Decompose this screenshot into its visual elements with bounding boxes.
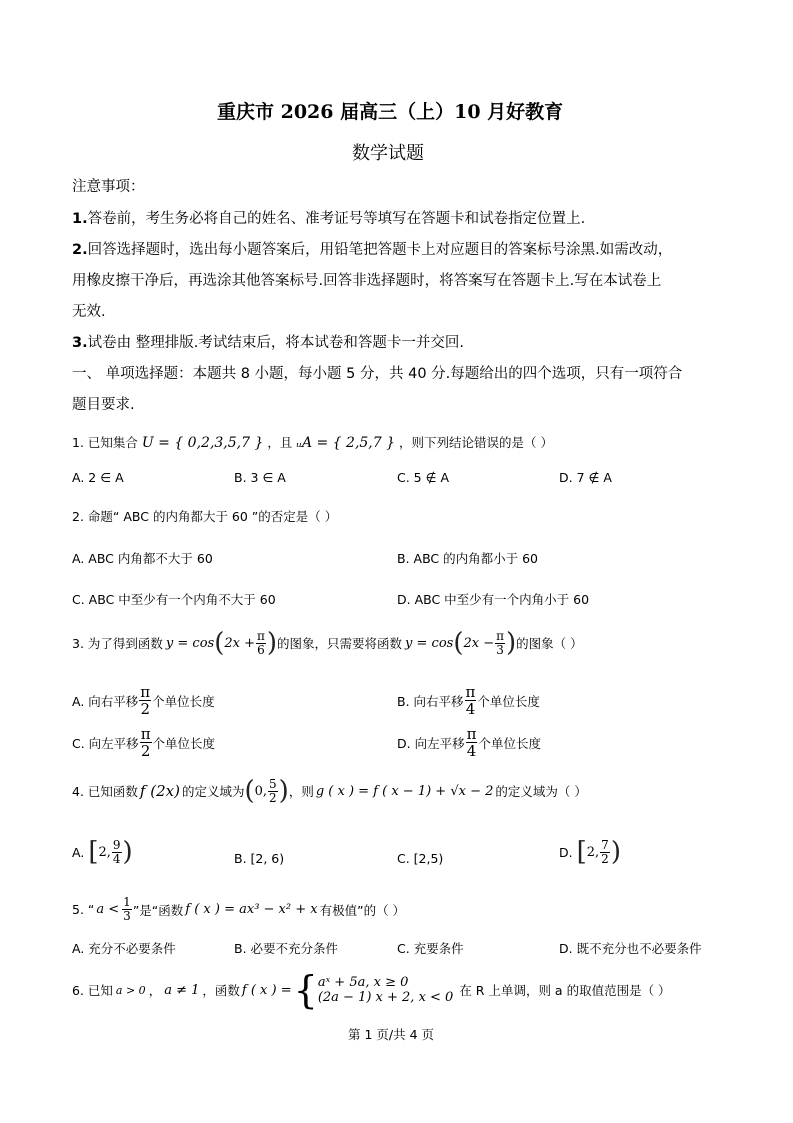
q5-cond-num: 1 — [123, 895, 131, 909]
q4-dom-num: 5 — [269, 776, 277, 791]
q3-func1-lparen: ( — [214, 628, 225, 658]
q6-func: f ( x ) = — [241, 982, 292, 998]
q3-func1-name: y = cos — [165, 635, 215, 651]
question-4-stem — [72, 776, 587, 806]
q5-cond: a < — [96, 902, 120, 917]
q3-c-pre: C. 向左平移 — [72, 735, 139, 751]
notice-item-1 — [72, 209, 585, 229]
q4-post: 的定义域为（ ） — [495, 784, 587, 799]
q3-func1-num: π — [256, 628, 265, 643]
q3-b-num: π — [465, 683, 476, 701]
q1-set-a: ᵤA = { 2,5,7 } — [296, 435, 396, 451]
q4-d-lbracket: [ — [576, 837, 587, 867]
notice-heading: 注意事项： — [72, 179, 145, 195]
q6-pre: 6. 已知 — [72, 983, 113, 998]
q5-option-d[interactable]: D. 既不充分也不必要条件 — [559, 941, 702, 956]
question-2-stem: 2. 命题“ ABC 的内角都大于 60 ”的否定是（ ） — [72, 509, 338, 524]
q4-dom-left: 0, — [254, 783, 268, 799]
q4-pre: 4. 已知函数 — [72, 784, 138, 799]
question-6-stem — [72, 968, 671, 1012]
q3-a-frac — [139, 684, 151, 717]
q3-func2-den: 3 — [496, 642, 504, 657]
page-footer: 第 1 页/共 4 页 — [348, 1027, 435, 1042]
q4-a-left: 2, — [98, 844, 111, 860]
q1-option-d[interactable]: D. 7 ∉ A — [559, 470, 612, 485]
q3-func2-rparen: ) — [506, 628, 517, 658]
notice-item-3-text: 试卷由 整理排版.考试结束后，将本试卷和答题卡一并交回. — [87, 335, 464, 351]
q6-case2: (2a − 1) x + 2, x < 0 — [317, 990, 454, 1005]
notice-item-3 — [72, 333, 464, 353]
q6-brace: { — [293, 968, 318, 1012]
question-1-stem — [72, 433, 553, 451]
q1-post: ，则下列结论错误的是（ ） — [399, 435, 553, 450]
q5-func: f ( x ) = ax³ − x² + x — [185, 902, 318, 917]
q4-a-den: 4 — [112, 851, 121, 866]
notice-item-2-text: 回答选择题时，选出每小题答案后，用铅笔把答题卡上对应题目的答案标号涂黑.如需改动， — [87, 242, 673, 258]
q3-c-frac — [140, 726, 152, 759]
q3-func2-frac — [495, 630, 505, 657]
q3-mid: 的图象，只需要将函数 — [277, 636, 403, 651]
q4-dom-lparen: ( — [244, 776, 255, 806]
q4-d-den: 2 — [601, 851, 609, 866]
q3-option-a[interactable] — [72, 684, 215, 717]
q3-b-den: 4 — [465, 700, 476, 718]
q3-d-num: π — [466, 725, 477, 743]
q3-post: 的图象（ ） — [516, 636, 583, 651]
notice-item-2-num: 2. — [72, 242, 88, 258]
q4-d-num: 7 — [601, 837, 609, 852]
q4-option-a[interactable] — [72, 837, 133, 867]
q3-func1-den: 6 — [257, 642, 265, 657]
notice-item-2-line1 — [72, 240, 672, 260]
q4-a-label: A. — [72, 844, 85, 860]
q3-option-c[interactable] — [72, 726, 215, 759]
q2-option-b[interactable]: B. ABC 的内角都小于 60 — [397, 551, 539, 566]
notice-item-1-text: 答卷前，考生务必将自己的姓名、准考证号等填写在答题卡和试卷指定位置上. — [87, 211, 586, 227]
q3-func2-arg: 2x − — [463, 635, 495, 651]
notice-item-1-num: 1. — [72, 211, 88, 227]
q3-func1-rparen: ) — [266, 628, 278, 658]
q4-mid2: ，则 — [288, 784, 314, 799]
q6-cond2: a ≠ 1 — [164, 982, 200, 998]
q4-d-left: 2, — [586, 844, 600, 860]
q5-option-a[interactable]: A. 充分不必要条件 — [72, 941, 176, 956]
q3-d-frac — [466, 726, 478, 759]
section-1-heading-line2: 题目要求. — [72, 397, 135, 413]
q3-func2-num: π — [496, 628, 505, 643]
q6-case1: aˣ + 5a, x ≥ 0 — [317, 975, 409, 990]
q4-d-rparen: ) — [610, 837, 621, 867]
q3-func2-name: y = cos — [405, 635, 454, 651]
q3-b-post: 个单位长度 — [477, 693, 540, 709]
q3-d-den: 4 — [466, 742, 477, 760]
q5-cond-frac — [122, 896, 132, 923]
q1-mid: ，且 — [267, 435, 293, 450]
q5-cond-den: 3 — [123, 909, 131, 923]
q1-option-c[interactable]: C. 5 ∉ A — [397, 470, 450, 485]
q6-post: 在 R 上单调，则 a 的取值范围是（ ） — [459, 983, 671, 998]
q5-option-b[interactable]: B. 必要不充分条件 — [234, 941, 339, 956]
q2-option-d[interactable]: D. ABC 中至少有一个内角小于 60 — [397, 592, 590, 607]
q3-a-num: π — [140, 683, 151, 701]
q5-pre: 5. “ — [72, 902, 95, 917]
q1-pre: 1. 已知集合 — [72, 435, 138, 450]
q4-option-d[interactable] — [559, 837, 621, 867]
q1-option-b[interactable]: B. 3 ∈ A — [234, 470, 286, 485]
q4-d-frac — [600, 839, 610, 866]
q4-option-b[interactable]: B. [2, 6) — [234, 851, 285, 866]
q3-d-pre: D. 向左平移 — [397, 735, 465, 751]
q1-option-a[interactable]: A. 2 ∈ A — [72, 470, 124, 485]
q4-dom-frac — [268, 778, 278, 805]
q5-mid: ”是“函数 — [132, 902, 184, 918]
q6-mid: ，函数 — [202, 983, 240, 998]
q3-func2-lparen: ( — [453, 628, 464, 658]
q3-c-post: 个单位长度 — [152, 735, 216, 751]
q6-cases — [318, 975, 454, 1005]
q2-option-a[interactable]: A. ABC 内角都不大于 60 — [72, 551, 213, 566]
question-5-stem — [72, 896, 405, 923]
q3-a-pre: A. 向右平移 — [72, 693, 139, 709]
q4-a-num: 9 — [112, 837, 121, 852]
q6-sep: ， — [148, 983, 162, 998]
question-3-stem — [72, 628, 583, 658]
q3-d-post: 个单位长度 — [478, 735, 541, 751]
notice-item-3-num: 3. — [72, 335, 88, 351]
q3-c-num: π — [140, 725, 151, 743]
q3-c-den: 2 — [140, 742, 151, 760]
q4-a-rparen: ) — [122, 837, 133, 867]
q2-option-c[interactable]: C. ABC 中至少有一个内角不大于 60 — [72, 592, 276, 607]
q4-option-c[interactable]: C. [2,5) — [397, 851, 444, 866]
q3-b-pre: B. 向右平移 — [397, 693, 464, 709]
q4-d-label: D. — [559, 844, 573, 860]
q4-a-frac — [112, 839, 122, 866]
notice-item-2-line2: 用橡皮擦干净后，再选涂其他答案标号.回答非选择题时，将答案写在答题卡上.写在本试卷上 — [72, 273, 662, 289]
q5-option-c[interactable]: C. 充要条件 — [397, 941, 464, 956]
q4-func-g: g ( x ) = f ( x − 1) + √x − 2 — [315, 783, 494, 799]
q3-option-b[interactable] — [397, 684, 540, 717]
q4-func-f: f (2x) — [139, 782, 180, 800]
q5-post: 有极值”的（ ） — [319, 902, 406, 918]
page-title: 重庆市 2026 届高三（上）10 月好教育 — [217, 101, 564, 123]
section-1-heading-line1: 一、 单项选择题：本题共 8 小题，每小题 5 分，共 40 分.每题给出的四个选项，只有一项符合 — [72, 366, 683, 382]
q3-a-post: 个单位长度 — [152, 693, 215, 709]
q3-b-frac — [465, 684, 477, 717]
q3-func1-arg: 2x + — [224, 635, 255, 651]
page-subtitle: 数学试题 — [352, 143, 424, 164]
q3-func1-frac — [256, 630, 266, 657]
notice-item-2-line3: 无效. — [72, 304, 106, 320]
q6-cond1: a > 0 — [115, 983, 146, 997]
q4-a-lbracket: [ — [88, 837, 99, 867]
q3-pre: 3. 为了得到函数 — [72, 636, 163, 651]
q1-set-u: U = { 0,2,3,5,7 } — [141, 435, 264, 451]
q4-mid1: 的定义域为 — [181, 784, 245, 799]
q3-a-den: 2 — [140, 700, 150, 718]
q4-dom-den: 2 — [269, 790, 277, 805]
q3-option-d[interactable] — [397, 726, 541, 759]
q4-dom-rparen: ) — [278, 776, 289, 806]
